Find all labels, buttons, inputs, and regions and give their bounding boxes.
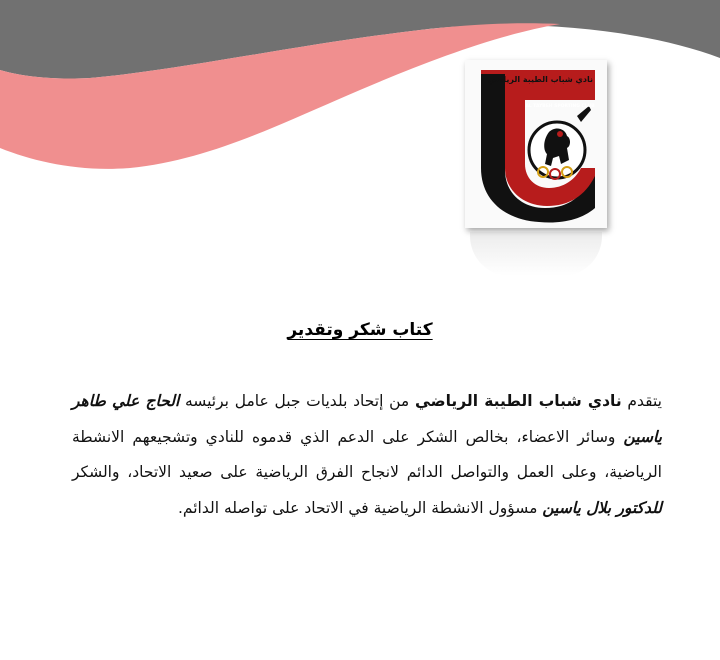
club-name: نادي شباب الطيبة الرياضي [414,392,622,410]
body-text: مسؤول الانشطة الرياضية في الاتحاد على تواصله الدائم. [177,498,543,517]
club-logo-tile [465,60,607,228]
header-wave-decoration [0,0,720,200]
doctor-name: للدكتور بلال ياسين [542,498,662,517]
logo-latin-text: AL TAYBEH SPORTING CLUB [525,104,595,109]
letter-title: كتاب شكر وتقدير [287,320,433,340]
letter-body [72,384,662,526]
logo-reflection [470,232,602,276]
president-name: الحاج علي طاهر ياسين [72,392,662,446]
club-logo-icon [465,60,607,228]
logo-arabic-text: نادي شباب الطيبة الرياضي [487,75,593,84]
body-text: وسائر الاعضاء، بخالص الشكر على الدعم الذي قدموه للنادي وتشجيعهم الانشطة الرياضية، وعلى العمل والتواصل الدائم لانجاح الفرق الرياضية على صعيد الاتحاد، والشكر [72,427,662,481]
body-text: يتقدم [621,392,662,410]
body-text: من إتحاد بلديات جبل عامل برئيسه [179,392,415,410]
